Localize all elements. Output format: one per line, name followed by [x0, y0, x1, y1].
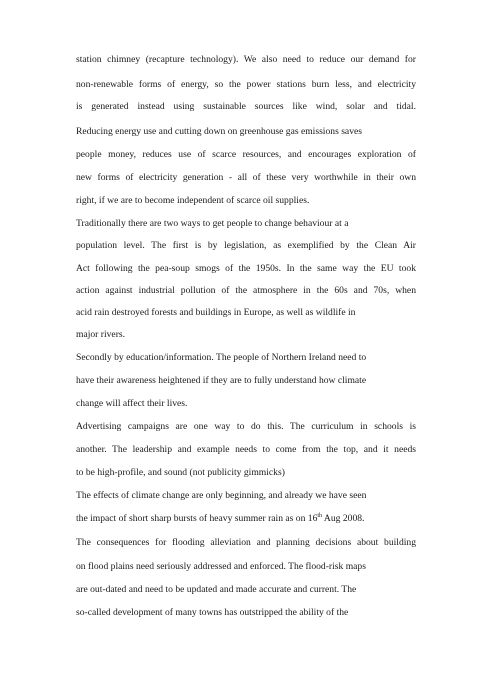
text-segment: Aug 2008.: [322, 513, 365, 524]
text-segment: the impact of short sharp bursts of heavy summer rain as on 16: [76, 513, 318, 524]
text-line: so-called development of many towns has outstripped the ability of the: [76, 607, 349, 618]
text-line: major rivers.: [76, 329, 126, 340]
text-line: have their awareness heightened if they are to fully understand how climate: [76, 375, 367, 386]
text-line: [76, 513, 416, 525]
text-line: The consequences for flooding alleviation and planning decisions about building: [76, 537, 416, 548]
text-line: another. The leadership and example needs to come from the top, and it needs: [76, 444, 416, 455]
text-line: Secondly by education/information. The people of Northern Ireland need to: [76, 352, 367, 363]
text-line: Act following the pea-soup smogs of the 1950s. In the same way the EU took: [76, 263, 416, 274]
text-line: change will affect their lives.: [76, 398, 188, 409]
text-line: population level. The first is by legislation, as exemplified by the Clean Air: [76, 240, 416, 251]
text-line: to be high-profile, and sound (not publicity gimmicks): [76, 467, 285, 478]
text-line: Traditionally there are two ways to get people to change behaviour at a: [76, 218, 349, 229]
text-line: The effects of climate change are only beginning, and already we have seen: [76, 490, 367, 501]
text-line: new forms of electricity generation - all of these very worthwhile in their own: [76, 172, 416, 183]
text-line: action against industrial pollution of the atmosphere in the 60s and 70s, when: [76, 285, 416, 296]
text-line: people money, reduces use of scarce resources, and encourages exploration of: [76, 149, 416, 160]
text-line: are out-dated and need to be updated and made accurate and current. The: [76, 584, 357, 595]
text-line: right, if we are to become independent of scarce oil supplies.: [76, 195, 310, 206]
text-line: on flood plains need seriously addressed and enforced. The flood-risk maps: [76, 561, 366, 572]
text-line: Reducing energy use and cutting down on greenhouse gas emissions saves: [76, 126, 362, 137]
text-line: station chimney (recapture technology). We also need to reduce our demand for: [76, 54, 416, 65]
text-line: Advertising campaigns are one way to do this. The curriculum in schools is: [76, 421, 416, 432]
ordinal-superscript: th: [317, 512, 323, 519]
text-line: acid rain destroyed forests and buildings in Europe, as well as wildlife in: [76, 307, 356, 318]
text-line: non-renewable forms of energy, so the power stations burn less, and electricity: [76, 79, 416, 90]
text-line: is generated instead using sustainable sources like wind, solar and tidal.: [76, 101, 416, 112]
